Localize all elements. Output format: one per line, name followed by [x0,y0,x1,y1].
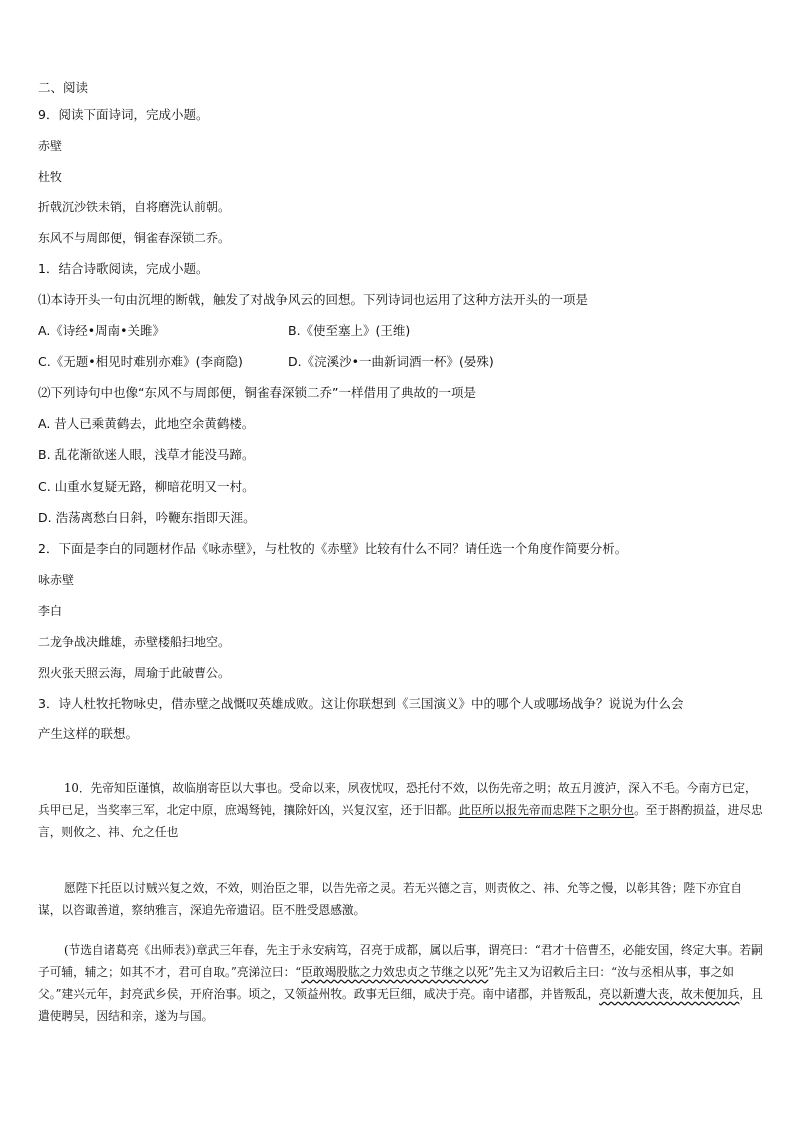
sub-question-1: 1．结合诗歌阅读，完成小题。 [38,261,209,276]
option-a: A. 昔人已乘黄鹤去，此地空余黄鹤楼。 [38,416,255,431]
poem-author: 杜牧 [38,170,63,184]
option-row [38,354,764,370]
sub-question-3: 3．诗人杜牧托物咏史，借赤壁之战慨叹英雄成败。这让你联想到《三国演义》中的哪个人或哪场战争？说说为什么会 [38,696,684,711]
underlined-sentence: 臣敢竭股肱之力效忠贞之节继之以死 [301,965,489,979]
option-d: D.《浣溪沙•一曲新词酒一杯》(晏殊) [288,354,494,369]
poem-line-2: 东风不与周郎便，铜雀春深锁二乔。 [38,231,231,245]
poem-title: 赤壁 [38,139,63,153]
passage-text: ，且遣使聘吴，因结和亲，遂为与国。 [38,987,763,1023]
poem-line-2: 烈火张天照云海，周瑜于此破曹公。 [38,666,231,680]
passage-text: 10．先帝知臣谨慎，故临崩寄臣以大事也。受命以来，夙夜忧叹，恐托付不效，以伤先帝之明；故五月渡泸，深入不毛。今南方已定，兵甲已足，当奖率三军，北定中原，庶竭驽钝，攘除奸凶，兴复汉室，还于旧都。 [38,781,757,817]
option-c: C. 山重水复疑无路，柳暗花明又一村。 [38,479,255,494]
poem-title: 咏赤壁 [38,573,75,587]
option-d: D. 浩荡离愁白日斜，吟鞭东指即天涯。 [38,510,256,525]
option-row [38,323,764,339]
sub-question-3-continued: 产生这样的联想。 [38,726,139,741]
passage-text: ”先主又为诏敕后主曰：“汝与丞相从事，事之如父。”建兴元年，封亮武乡侯，开府治事。顷之，又领益州牧。政事无巨细，咸决于亮。南中诸郡，并皆叛乱， [38,965,734,1001]
q10-paragraph-3 [38,939,764,1027]
q10-paragraph-2: 愿陛下托臣以讨贼兴复之效，不效，则治臣之罪，以告先帝之灵。若无兴德之言，则责攸之、祎、允等之慢，以彰其咎；陛下亦宜自谋，以咨诹善道，察纳雅言，深追先帝遗诏。臣不胜受恩感激。 [38,881,742,917]
option-c: C.《无题•相见时难别亦难》(李商隐) [38,354,243,369]
option-a: A.《诗经•周南•关雎》 [38,323,166,338]
poem-line-1: 二龙争战决雌雄，赤壁楼船扫地空。 [38,635,231,649]
passage-text: (节选自诸葛亮《出师表》)章武三年春，先主于永安病笃，召亮于成都，属以后事，谓亮曰：“君才十倍曹丕，必能安国，终定大事。若嗣子可辅，辅之；如其不才，君可自取。”亮涕泣曰：“ [38,943,763,979]
sub-question-1-part-1: ⑴本诗开头一句由沉埋的断戟，触发了对战争风云的回想。下列诗词也运用了这种方法开头的一项是 [38,292,589,307]
q9-intro: 9．阅读下面诗词，完成小题。 [38,107,209,122]
underlined-sentence: 此臣所以报先帝而忠陛下之职分也 [458,803,635,817]
sub-question-2: 2．下面是李白的同题材作品《咏赤壁》，与杜牧的《赤壁》比较有什么不同？请任选一个角度作简要分析。 [38,541,628,556]
underlined-sentence: 亮以新遭大丧，故未便加兵 [599,987,740,1001]
option-b: B. 乱花渐欲迷人眼，浅草才能没马蹄。 [38,447,255,462]
section-heading: 二、阅读 [38,80,89,95]
q10-paragraph-1 [38,777,764,843]
passage-text: 。至于斟酌损益，进尽忠言，则攸之、祎、允之任也 [38,803,763,839]
poem-author: 李白 [38,604,63,618]
sub-question-1-part-2: ⑵下列诗句中也像“东风不与周郎便，铜雀春深锁二乔”一样借用了典故的一项是 [38,385,476,400]
option-b: B.《使至塞上》(王维) [288,323,411,338]
poem-line-1: 折戟沉沙铁未销，自将磨洗认前朝。 [38,200,231,214]
